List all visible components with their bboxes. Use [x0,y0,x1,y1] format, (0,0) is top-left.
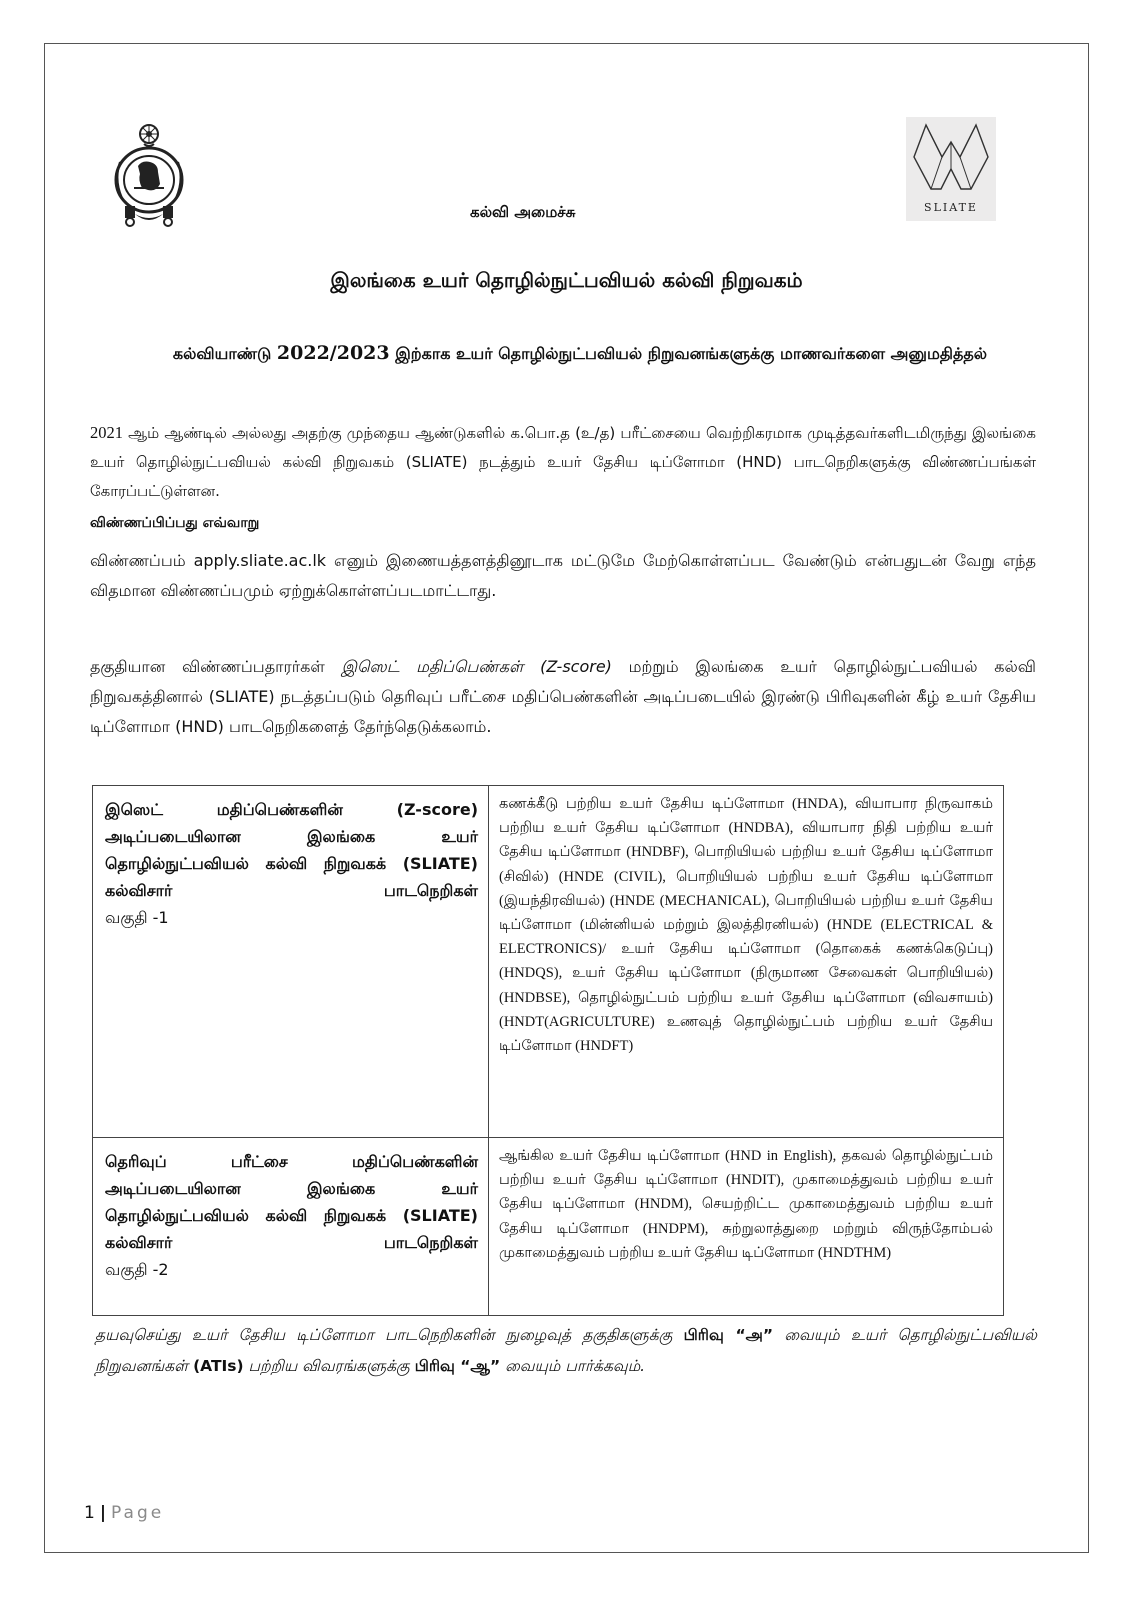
table-row [93,1138,1004,1316]
category-class-label: வகுதி -2 [105,1260,169,1279]
ministry-name: கல்வி அமைச்சு [470,203,576,221]
sri-lanka-emblem-icon [108,122,190,228]
how-to-apply-heading: விண்ணப்பிப்பது எவ்வாறு [90,515,260,531]
admission-title-suffix: இற்காக உயர் தொழில்நுட்பவியல் நிறுவனங்களுக்கு மாணவர்களை அனுமதித்தல் [395,344,988,363]
intro-text: ஆம் ஆண்டில் அல்லது அதற்கு முந்தைய ஆண்டுகளில் க.பொ.த (உ/த) பரீட்சையை வெற்றிகரமாக முடித்தவர்களிடமிருந்து இலங்கை உயர் தொழில்நுட்பவியல் கல்வி நிறுவகம் (SLIATE) நடத்தும் உயர் தேசிய டிப்ளோமா (HND) பாடநெறிகளுக்கு விண்ணப்பங்கள் கோரப்பட்டுள்ளன. [90,424,1036,500]
note-section-a: பிரிவு “அ” [683,1326,774,1344]
category-cell [93,786,489,1138]
category-description: தெரிவுப் பரீட்சை மதிப்பெண்களின் அடிப்படையிலான இலங்கை உயர் தொழில்நுட்பவியல் கல்வி நிறுவகக் (SLIATE) கல்விசார் பாடநெறிகள் [105,1152,478,1252]
category-description: இஸெட் மதிப்பெண்களின் (Z-score) அடிப்படையிலான இலங்கை உயர் தொழில்நுட்பவியல் கல்வி நிறுவகக் (SLIATE) கல்விசார் பாடநெறிகள் [105,800,478,900]
note-section-b: பிரிவு “ஆ” [414,1357,501,1375]
academic-year: 2022/2023 [276,342,390,364]
sliate-diamond-icon [906,117,996,197]
course-list-cell: கணக்கீடு பற்றிய உயர் தேசிய டிப்ளோமா (HNDA), வியாபார நிருவாகம் பற்றிய உயர் தேசிய டிப்ளோமா (HNDBA), வியாபார நிதி பற்றிய உயர் தேசிய டிப்ளோமா (HNDBF), பொறியியல் பற்றிய உயர் தேசிய டிப்ளோமா (சிவில்) (HNDE (CIVIL), பொறியியல் பற்றிய உயர் தேசிய டிப்ளோமா (இயந்திரவியல்) (HNDE (MECHANICAL), பொறியியல் பற்றிய உயர் தேசிய டிப்ளோமா (மின்னியல் மற்றும் இலத்திரனியல்) (HNDE (ELECTRICAL & ELECTRONICS)/ உயர் தேசிய டிப்ளோமா (தொகைக் கணக்கெடுப்பு) (HNDQS), உயர் தேசிய டிப்ளோமா (நிருமாண சேவைகள் பொறியியல்) (HNDBSE), தொழில்நுட்பம் பற்றிய உயர் தேசிய டிப்ளோமா (விவசாயம்) (HNDT(AGRICULTURE) உணவுத் தொழில்நுட்பம் பற்றிய உயர் தேசிய டிப்ளோமா (HNDFT) [489,786,1004,1138]
course-list-cell: ஆங்கில உயர் தேசிய டிப்ளோமா (HND in English), தகவல் தொழில்நுட்பம் பற்றிய உயர் தேசிய டிப்ளோமா (HNDIT), முகாமைத்துவம் பற்றிய உயர் தேசிய டிப்ளோமா (HNDM), செயற்றிட்ட முகாமைத்துவம் பற்றிய உயர் தேசிய டிப்ளோமா (HNDPM), சுற்றுலாத்துறை மற்றும் விருந்தோம்பல் முகாமைத்துவம் பற்றிய உயர் தேசிய டிப்ளோமா (HNDTHM) [489,1138,1004,1316]
sliate-logo [906,117,996,221]
how-to-apply-paragraph: விண்ணப்பம் apply.sliate.ac.lk எனும் இணையத்தளத்தினூடாக மட்டுமே மேற்கொள்ளப்பட வேண்டும் என்பதுடன் வேறு எந்த விதமான விண்ணப்பமும் ஏற்றுக்கொள்ளப்படமாட்டாது. [90,551,1036,600]
table-row [93,786,1004,1138]
institute-title: இலங்கை உயர் தொழில்நுட்பவியல் கல்வி நிறுவகம் [330,268,803,292]
note-text-3: பற்றிய விவரங்களுக்கு [248,1357,410,1375]
page-footer [84,1503,164,1523]
eligibility-text-2: மற்றும் இலங்கை உயர் தொழில்நுட்பவியல் கல்வி நிறுவகத்தினால் (SLIATE) நடத்தப்படும் தெரிவுப் பரீட்சை மதிப்பெண்களின் அடிப்படையில் இரண்டு பிரிவுகளின் கீழ் உயர் தேசிய டிப்ளோமா (HND) பாடநெறிகளைத் தேர்ந்தெடுக்கலாம். [90,657,1036,736]
eligibility-paragraph [90,652,1036,742]
note-text-2: வையும் உயர் தொழில்நுட்பவியல் நிறுவனங்கள் [95,1326,1037,1375]
page-number: 1 [84,1503,95,1523]
eligibility-zscore: இஸெட் மதிப்பெண்கள் (Z-score) [341,657,612,676]
intro-year: 2021 [90,423,123,442]
page-label: Page [111,1503,165,1523]
admission-title [120,340,1040,367]
intro-paragraph [90,418,1036,506]
category-cell [93,1138,489,1316]
course-category-table [92,785,1004,1316]
note-text-1: தயவுசெய்து உயர் தேசிய டிப்ளோமா பாடநெறிகளின் நுழைவுத் தகுதிகளுக்கு [95,1326,673,1344]
admission-title-prefix: கல்வியாண்டு [172,344,272,363]
eligibility-text-1: தகுதியான விண்ணப்பதாரர்கள் [90,657,325,676]
sliate-logo-text: SLIATE [924,201,978,214]
footer-separator: | [99,1503,107,1523]
category-class-label: வகுதி -1 [105,908,169,927]
note-text-4: வையும் பார்க்கவும். [505,1357,646,1375]
note-atis: (ATIs) [193,1357,244,1375]
reference-note [95,1320,1037,1382]
